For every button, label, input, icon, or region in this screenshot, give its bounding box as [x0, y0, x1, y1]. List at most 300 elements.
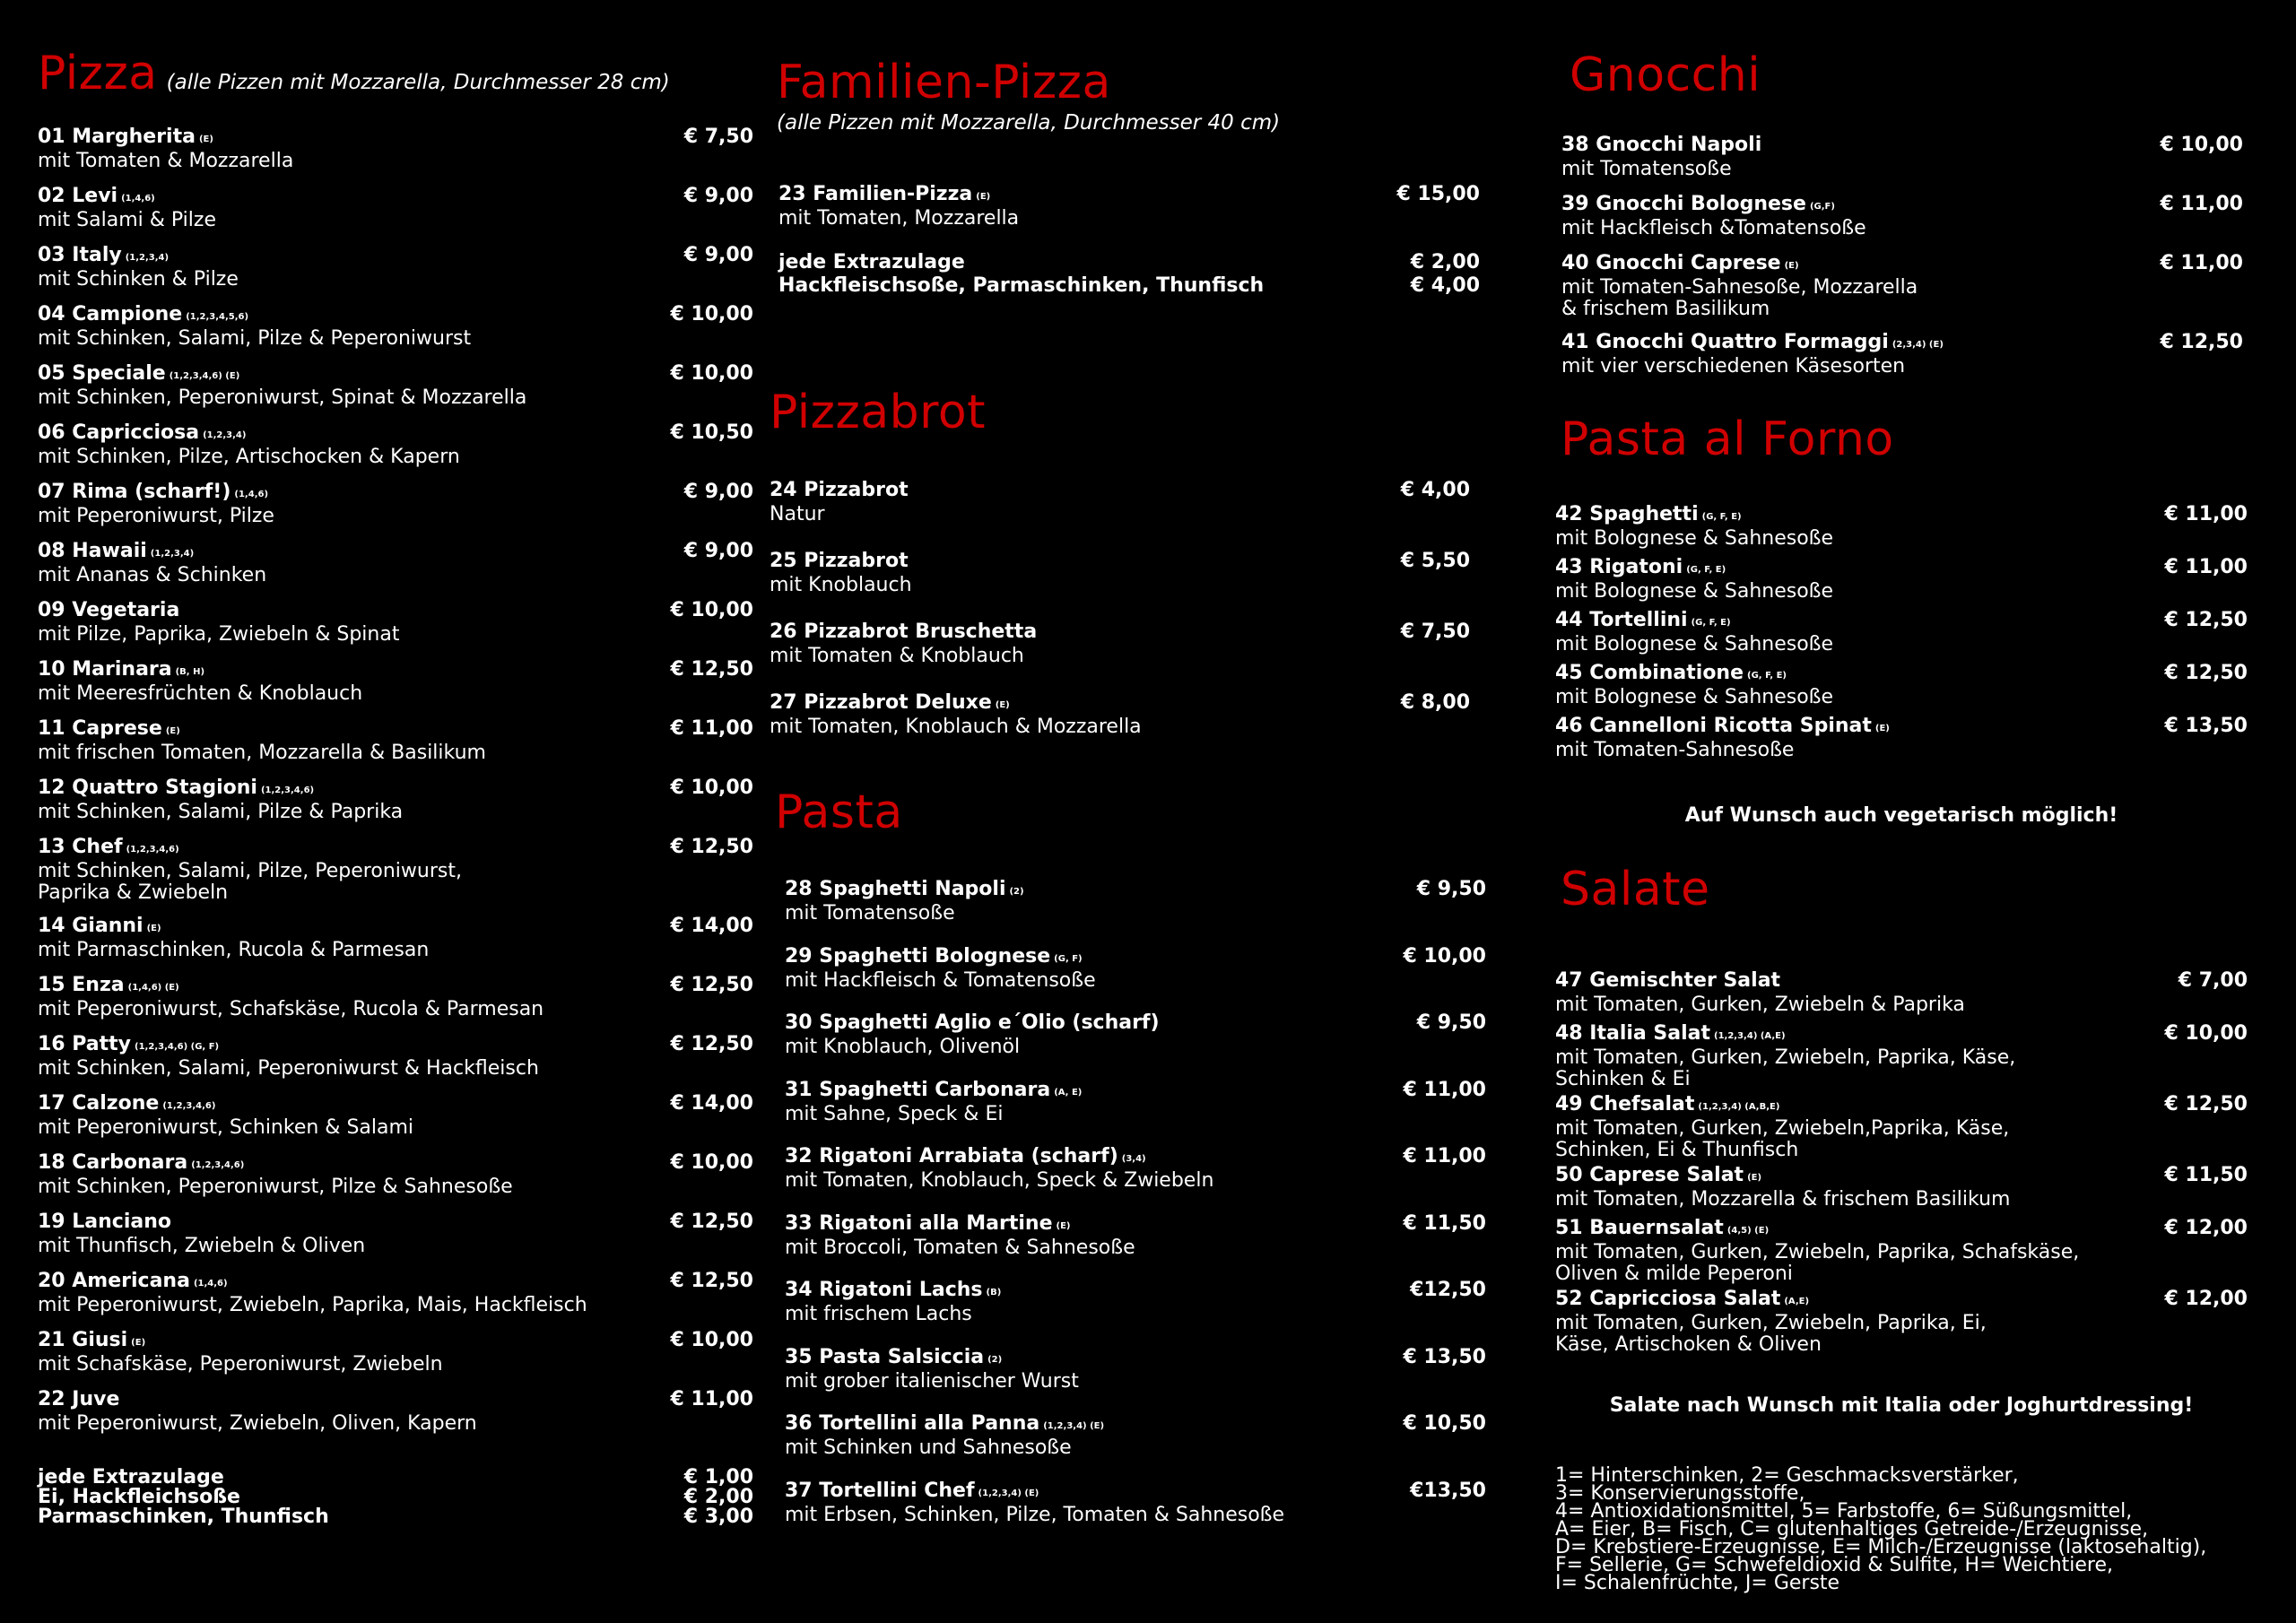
- item-description: mit Peperoniwurst, Pilze: [38, 505, 274, 527]
- menu-item: [785, 1146, 1486, 1192]
- item-description: mit Sahne, Speck & Ei: [785, 1102, 1004, 1125]
- legend-line: 1= Hinterschinken, 2= Geschmacksverstärker,: [1555, 1464, 2019, 1487]
- item-name: [38, 1271, 753, 1295]
- item-description: mit Tomaten, Gurken, Zwiebeln & Paprika: [1555, 994, 1965, 1016]
- item-codes: (B, H): [175, 667, 205, 677]
- item-name: [1555, 1289, 2248, 1313]
- menu-item: [785, 1413, 1486, 1459]
- item-codes: (1,2,3,4,6) (E): [169, 371, 240, 381]
- item-title: 09 Vegetaria: [38, 599, 180, 621]
- item-name: [785, 1213, 1486, 1237]
- extra-label: Parmaschinken, Thunfisch: [38, 1506, 329, 1528]
- menu-item: [770, 551, 1470, 596]
- item-name: [785, 1146, 1486, 1170]
- item-title: 32 Rigatoni Arrabiata (scharf): [785, 1145, 1118, 1167]
- familien-item: [778, 184, 1480, 234]
- item-price: € 10,00: [2160, 134, 2243, 156]
- menu-item: [1561, 332, 2243, 378]
- item-price: € 4,00: [1400, 479, 1470, 501]
- item-description: mit Knoblauch, Olivenöl: [785, 1036, 1021, 1058]
- item-title: 41 Gnocchi Quattro Formaggi: [1561, 331, 1889, 353]
- item-name: [785, 1012, 1486, 1037]
- item-price: € 9,00: [683, 185, 753, 207]
- forno-heading: [1561, 412, 1894, 466]
- item-name: [38, 718, 753, 742]
- item-description: mit frischen Tomaten, Mozzarella & Basilikum: [38, 742, 486, 764]
- item-description: Natur: [770, 503, 825, 525]
- item-name: [1555, 970, 2248, 994]
- item-price: € 12,50: [2164, 609, 2248, 631]
- item-price: € 12,50: [670, 1270, 753, 1292]
- item-title: 29 Spaghetti Bolognese: [785, 944, 1051, 968]
- item-title: 50 Caprese Salat: [1555, 1164, 1744, 1186]
- menu-item: [38, 1271, 753, 1316]
- item-codes: (A,E): [1784, 1297, 1810, 1306]
- item-description: mit Tomaten, Gurken, Zwiebeln, Paprika, Ei, Käse, Artischoken & Oliven: [1555, 1312, 1987, 1356]
- menu-item: [1561, 194, 2243, 239]
- menu-item: [785, 946, 1486, 992]
- item-description: mit Tomaten, Gurken, Zwiebeln, Paprika, Käse, Schinken & Ei: [1555, 1046, 2016, 1090]
- item-title: 03 Italy: [38, 244, 122, 266]
- item-description: mit Schinken, Peperoniwurst, Pilze & Sahnesoße: [38, 1176, 513, 1198]
- item-price: € 12,50: [670, 1033, 753, 1055]
- menu-item: [785, 1080, 1486, 1125]
- item-name: [38, 837, 753, 861]
- item-price: € 11,50: [2164, 1164, 2248, 1186]
- item-name: [38, 916, 753, 940]
- item-price: € 8,00: [1400, 691, 1470, 714]
- item-name: [38, 1093, 753, 1117]
- item-codes: (1,4,6): [234, 490, 269, 499]
- item-title: 45 Combinatione: [1555, 662, 1744, 684]
- item-codes: (1,2,3,4,6): [191, 1160, 245, 1170]
- item-description: mit Peperoniwurst, Zwiebeln, Oliven, Kapern: [38, 1412, 477, 1435]
- pasta-list: [785, 879, 1486, 1542]
- item-description: mit Tomaten, Knoblauch, Speck & Zwiebeln: [785, 1169, 1214, 1192]
- item-codes: (E): [146, 924, 161, 933]
- item-name: [770, 480, 1470, 504]
- legend-line: A= Eier, B= Fisch, C= glutenhaltiges Getreide-/Erzeugnisse,: [1555, 1518, 2149, 1541]
- item-price: € 12,50: [670, 836, 753, 858]
- item-title: 10 Marinara: [38, 658, 172, 681]
- item-title: 35 Pasta Salsiccia: [785, 1345, 985, 1368]
- item-name: [1561, 332, 2243, 356]
- item-description: mit Broccoli, Tomaten & Sahnesoße: [785, 1236, 1135, 1259]
- item-name: [38, 304, 753, 328]
- item-price: € 10,00: [670, 599, 753, 621]
- item-price: € 10,00: [670, 362, 753, 385]
- menu-item: [770, 480, 1470, 525]
- item-title: 28 Spaghetti Napoli: [785, 878, 1006, 900]
- menu-item: [1555, 970, 2248, 1016]
- item-codes: (1,2,3,4,6) (G, F): [135, 1042, 220, 1052]
- item-codes: (3,4): [1121, 1154, 1146, 1164]
- item-name: [1555, 663, 2248, 687]
- item-description: mit Hackfleisch &Tomatensoße: [1561, 217, 1866, 239]
- item-codes: (G,F): [1809, 202, 1835, 212]
- item-codes: (1,2,3,4,6): [162, 1101, 216, 1111]
- menu-item: [38, 975, 753, 1020]
- menu-item: [38, 1389, 753, 1435]
- item-price: € 10,00: [670, 303, 753, 325]
- item-title: 47 Gemischter Salat: [1555, 969, 1781, 992]
- menu-item: [1561, 135, 2243, 180]
- gnocchi-title: Gnocchi: [1570, 48, 1761, 102]
- pizzabrot-heading: [770, 386, 987, 439]
- item-codes: (1,2,3,4): [150, 549, 195, 559]
- menu-item: [1555, 610, 2248, 655]
- item-codes: (2): [1009, 887, 1024, 897]
- item-title: 15 Enza: [38, 974, 125, 996]
- item-price: € 9,50: [1416, 878, 1486, 900]
- item-title: 27 Pizzabrot Deluxe: [770, 691, 992, 714]
- menu-item: [38, 916, 753, 961]
- item-description: mit Pilze, Paprika, Zwiebeln & Spinat: [38, 623, 400, 646]
- item-name: [770, 551, 1470, 575]
- item-codes: (A, E): [1054, 1087, 1083, 1098]
- menu-item: [1555, 1165, 2248, 1211]
- menu-item: [1555, 1218, 2248, 1285]
- item-price: € 9,50: [1416, 1011, 1486, 1034]
- item-title: 42 Spaghetti: [1555, 503, 1699, 525]
- item-price: € 10,00: [670, 1329, 753, 1351]
- item-price: € 14,00: [670, 1092, 753, 1115]
- menu-item: [38, 482, 753, 527]
- item-title: 13 Chef: [38, 836, 123, 858]
- item-codes: (2): [987, 1354, 1003, 1365]
- item-codes: (E): [995, 700, 1010, 710]
- item-title: 30 Spaghetti Aglio e´Olio (scharf): [785, 1011, 1160, 1034]
- item-title: 21 Giusi: [38, 1329, 128, 1351]
- item-description: mit Tomaten-Sahnesoße, Mozzarella & frischem Basilikum: [1561, 276, 1918, 320]
- menu-item: [785, 1347, 1486, 1393]
- item-name: [1555, 716, 2248, 740]
- familien-subtitle: (alle Pizzen mit Mozzarella, Durchmesser 40 cm): [777, 111, 1281, 135]
- salate-title: Salate: [1561, 863, 1710, 916]
- allergen-legend: [1555, 1464, 2207, 1594]
- menu-item: [1555, 504, 2248, 550]
- item-title: 48 Italia Salat: [1555, 1022, 1711, 1045]
- menu-item: [38, 363, 753, 409]
- item-name: [1561, 135, 2243, 159]
- item-description: mit Peperoniwurst, Schinken & Salami: [38, 1116, 414, 1139]
- item-description: mit frischem Lachs: [785, 1303, 972, 1325]
- menu-item: [770, 692, 1470, 738]
- extra-price: € 2,00: [1410, 251, 1480, 273]
- item-price: € 10,50: [670, 421, 753, 444]
- item-price: € 13,50: [1403, 1345, 1486, 1368]
- item-description: mit grober italienischer Wurst: [785, 1369, 1079, 1393]
- menu-item: [38, 1152, 753, 1198]
- menu-item: [1555, 716, 2248, 761]
- item-name: [38, 975, 753, 999]
- item-description: mit Ananas & Schinken: [38, 564, 267, 586]
- menu-item: [38, 186, 753, 231]
- item-title: 26 Pizzabrot Bruschetta: [770, 621, 1038, 643]
- menu-item: [785, 1280, 1486, 1325]
- item-price: € 9,00: [683, 540, 753, 562]
- familien-title: Familien-Pizza: [777, 56, 1111, 109]
- item-description: mit Peperoniwurst, Zwiebeln, Paprika, Mais, Hackfleisch: [38, 1294, 587, 1316]
- item-description: mit Bolognese & Sahnesoße: [1555, 633, 1834, 655]
- pasta-heading: [775, 785, 903, 839]
- item-description: mit Bolognese & Sahnesoße: [1555, 527, 1834, 550]
- item-title: 52 Capricciosa Salat: [1555, 1288, 1781, 1310]
- item-price: € 11,00: [670, 717, 753, 740]
- menu-item: [38, 304, 753, 350]
- item-name: [38, 482, 753, 506]
- item-price: € 7,50: [1400, 621, 1470, 643]
- item-codes: (G, F, E): [1691, 618, 1731, 628]
- item-title: 43 Rigatoni: [1555, 556, 1683, 578]
- item-title: 25 Pizzabrot: [770, 550, 909, 572]
- item-title: 37 Tortellini Chef: [785, 1479, 975, 1502]
- item-title: 49 Chefsalat: [1555, 1093, 1695, 1115]
- item-title: 38 Gnocchi Napoli: [1561, 134, 1762, 156]
- item-title: 40 Gnocchi Caprese: [1561, 252, 1781, 274]
- item-codes: (G, F, E): [1701, 512, 1742, 522]
- item-title: 22 Juve: [38, 1388, 120, 1410]
- item-title: 02 Levi: [38, 185, 118, 207]
- salate-list: [1555, 970, 2248, 1365]
- item-title: 07 Rima (scharf!): [38, 481, 231, 503]
- pizza-title: Pizza: [38, 47, 158, 100]
- item-name: [38, 600, 753, 624]
- gnocchi-heading: [1570, 48, 1761, 102]
- item-name: [38, 186, 753, 210]
- menu-item: [38, 541, 753, 586]
- item-name: [1555, 1094, 2248, 1118]
- item-codes: (1,2,3,4) (A,B,E): [1698, 1102, 1780, 1112]
- item-name: [38, 1330, 753, 1354]
- forno-list: [1555, 504, 2248, 773]
- item-codes: (B): [986, 1288, 1002, 1298]
- pizza-extras: [38, 1468, 753, 1531]
- item-name: [1555, 504, 2248, 528]
- item-description: mit Schinken, Salami, Pilze & Peperoniwurst: [38, 327, 472, 350]
- item-description: mit Tomaten & Knoblauch: [770, 645, 1024, 667]
- item-price: € 11,00: [1403, 1145, 1486, 1167]
- legend-line: I= Schalenfrüchte, J= Gerste: [1555, 1572, 1840, 1594]
- item-description: mit Bolognese & Sahnesoße: [1555, 580, 1834, 603]
- salate-note: Salate nach Wunsch mit Italia oder Joghurtdressing!: [1609, 1394, 2194, 1417]
- item-codes: (1,2,3,4) (E): [978, 1488, 1039, 1498]
- item-description: mit Schinken & Pilze: [38, 268, 239, 291]
- item-price: € 12,50: [670, 658, 753, 681]
- item-codes: (1,4,6): [121, 194, 155, 204]
- item-price: € 12,50: [2160, 331, 2243, 353]
- item-name: [770, 692, 1470, 716]
- item-price: € 11,00: [2160, 193, 2243, 215]
- item-description: mit Tomaten, Mozzarella & frischem Basilikum: [1555, 1188, 2011, 1211]
- item-name: [1555, 610, 2248, 634]
- item-name: [778, 184, 1480, 208]
- item-price: € 12,50: [670, 1211, 753, 1233]
- legend-line: 4= Antioxidationsmittel, 5= Farbstoffe, 6= Süßungsmittel,: [1555, 1500, 2133, 1523]
- pizza-heading: [38, 47, 670, 100]
- menu-item: [785, 1480, 1486, 1526]
- extra-label: jede Extrazulage: [778, 251, 965, 273]
- menu-item: [38, 600, 753, 646]
- menu-item: [38, 422, 753, 468]
- item-codes: (1,2,3,4,6): [126, 845, 179, 855]
- item-codes: (E): [1056, 1220, 1071, 1231]
- item-price: € 14,00: [670, 915, 753, 937]
- item-name: [38, 1152, 753, 1176]
- item-name: [38, 541, 753, 565]
- item-title: 31 Spaghetti Carbonara: [785, 1078, 1051, 1101]
- gnocchi-list: [1561, 135, 2243, 386]
- item-title: 04 Campione: [38, 303, 183, 325]
- item-name: [1555, 1165, 2248, 1189]
- item-description: mit Tomatensoße: [785, 902, 955, 924]
- item-description: mit Schafskäse, Peperoniwurst, Zwiebeln: [38, 1353, 443, 1376]
- item-price: € 7,00: [2178, 969, 2248, 992]
- forno-note: Auf Wunsch auch vegetarisch möglich!: [1684, 804, 2118, 827]
- menu-item: [1555, 557, 2248, 603]
- menu-item: [38, 1034, 753, 1080]
- item-description: mit Erbsen, Schinken, Pilze, Tomaten & Sahnesoße: [785, 1503, 1285, 1526]
- item-codes: (1,2,3,4): [125, 253, 170, 263]
- item-price: € 12,50: [670, 974, 753, 996]
- item-description: mit Schinken, Salami, Pilze, Peperoniwurst, Paprika & Zwiebeln: [38, 860, 462, 904]
- menu-item: [38, 777, 753, 823]
- item-title: 18 Carbonara: [38, 1151, 188, 1174]
- menu-item: [1555, 1289, 2248, 1356]
- item-codes: (1,2,3,4) (A,E): [1714, 1031, 1786, 1041]
- item-name: [785, 1480, 1486, 1505]
- item-title: 19 Lanciano: [38, 1211, 172, 1233]
- item-title: 08 Hawaii: [38, 540, 147, 562]
- legend-line: F= Sellerie, G= Schwefeldioxid & Sulfite, H= Weichtiere,: [1555, 1554, 2114, 1576]
- item-description: mit Tomatensoße: [1561, 158, 1732, 180]
- item-price: € 9,00: [683, 244, 753, 266]
- item-title: 20 Americana: [38, 1270, 190, 1292]
- menu-item: [1555, 663, 2248, 708]
- pizzabrot-list: [770, 480, 1470, 749]
- item-codes: (1,2,3,4) (E): [1043, 1421, 1105, 1431]
- extra-row: [778, 276, 1480, 296]
- item-name: [1555, 1218, 2248, 1242]
- menu-item: [38, 837, 753, 904]
- item-name: [770, 621, 1470, 646]
- item-description: mit Knoblauch: [770, 574, 912, 596]
- extra-row: [38, 1507, 753, 1527]
- item-name: [785, 1280, 1486, 1304]
- item-codes: (E): [1874, 724, 1890, 733]
- item-title: 23 Familien-Pizza: [778, 183, 973, 205]
- item-description: mit Tomaten-Sahnesoße: [1555, 739, 1795, 761]
- item-name: [785, 1080, 1486, 1104]
- item-codes: (2,3,4) (E): [1892, 340, 1944, 350]
- item-price: € 10,50: [1403, 1412, 1486, 1435]
- item-name: [785, 946, 1486, 970]
- item-price: € 15,00: [1396, 183, 1480, 205]
- item-codes: (G, F, E): [1747, 671, 1787, 681]
- item-codes: (1,4,6) (E): [127, 983, 179, 993]
- item-description: mit Salami & Pilze: [38, 209, 216, 231]
- item-price: € 10,00: [670, 1151, 753, 1174]
- item-title: 46 Cannelloni Ricotta Spinat: [1555, 715, 1872, 737]
- extra-price: € 3,00: [683, 1506, 753, 1528]
- item-title: 14 Gianni: [38, 915, 144, 937]
- pizza-list: [38, 126, 753, 1543]
- item-description: mit Schinken, Salami, Pilze & Paprika: [38, 801, 404, 823]
- item-name: [785, 1347, 1486, 1371]
- item-description: mit Parmaschinken, Rucola & Parmesan: [38, 939, 430, 961]
- extra-row: [778, 253, 1480, 273]
- item-name: [38, 126, 753, 151]
- item-description: mit Schinken, Pilze, Artischocken & Kapern: [38, 446, 460, 468]
- item-title: 44 Tortellini: [1555, 609, 1688, 631]
- extra-label: Hackfleischsoße, Parmaschinken, Thunfisch: [778, 274, 1265, 297]
- item-title: 34 Rigatoni Lachs: [785, 1279, 983, 1301]
- item-name: [38, 245, 753, 269]
- item-price: €13,50: [1410, 1479, 1486, 1502]
- item-price: € 11,50: [1403, 1211, 1486, 1235]
- item-name: [38, 422, 753, 447]
- item-codes: (G, F, E): [1686, 565, 1726, 575]
- item-description: mit Thunfisch, Zwiebeln & Oliven: [38, 1235, 366, 1257]
- item-price: € 11,00: [2164, 556, 2248, 578]
- item-description: mit Tomaten, Mozzarella: [778, 207, 1020, 230]
- item-title: 01 Margherita: [38, 126, 196, 148]
- item-name: [38, 777, 753, 802]
- item-name: [1555, 1023, 2248, 1047]
- menu-item: [38, 718, 753, 764]
- item-title: 11 Caprese: [38, 717, 162, 740]
- item-price: € 11,00: [2160, 252, 2243, 274]
- item-title: 17 Calzone: [38, 1092, 160, 1115]
- item-price: € 12,00: [2164, 1288, 2248, 1310]
- item-price: € 11,00: [2164, 503, 2248, 525]
- item-title: 12 Quattro Stagioni: [38, 777, 257, 799]
- item-description: mit Hackfleisch & Tomatensoße: [785, 968, 1096, 992]
- item-codes: (E): [198, 135, 213, 144]
- item-codes: (E): [1784, 261, 1799, 271]
- item-title: 36 Tortellini alla Panna: [785, 1412, 1040, 1435]
- item-price: € 13,50: [2164, 715, 2248, 737]
- item-description: mit Schinken, Salami, Peperoniwurst & Hackfleisch: [38, 1057, 539, 1080]
- extra-label: jede Extrazulage: [38, 1466, 224, 1488]
- item-description: mit Schinken und Sahnesoße: [785, 1436, 1072, 1459]
- menu-item: [38, 245, 753, 291]
- item-name: [38, 1389, 753, 1413]
- item-name: [1555, 557, 2248, 581]
- item-price: € 12,50: [2164, 662, 2248, 684]
- item-codes: (1,4,6): [193, 1279, 228, 1289]
- item-codes: (E): [131, 1338, 146, 1348]
- item-codes: (E): [976, 192, 991, 202]
- item-price: € 12,50: [2164, 1093, 2248, 1115]
- item-description: mit Bolognese & Sahnesoße: [1555, 686, 1834, 708]
- item-price: € 7,50: [683, 126, 753, 148]
- item-price: € 9,00: [683, 481, 753, 503]
- menu-item: [38, 1330, 753, 1376]
- menu-item: [1561, 253, 2243, 320]
- item-title: 24 Pizzabrot: [770, 479, 909, 501]
- pizzabrot-title: Pizzabrot: [770, 386, 987, 439]
- item-name: [1561, 253, 2243, 277]
- menu-item: [1555, 1023, 2248, 1090]
- item-title: 05 Speciale: [38, 362, 166, 385]
- menu-item: [778, 184, 1480, 230]
- item-name: [38, 659, 753, 683]
- item-name: [785, 879, 1486, 903]
- item-codes: (G, F): [1054, 953, 1083, 964]
- item-description: mit Tomaten, Gurken, Zwiebeln, Paprika, Schafskäse, Oliven & milde Peperoni: [1555, 1241, 2080, 1285]
- item-title: 16 Patty: [38, 1033, 132, 1055]
